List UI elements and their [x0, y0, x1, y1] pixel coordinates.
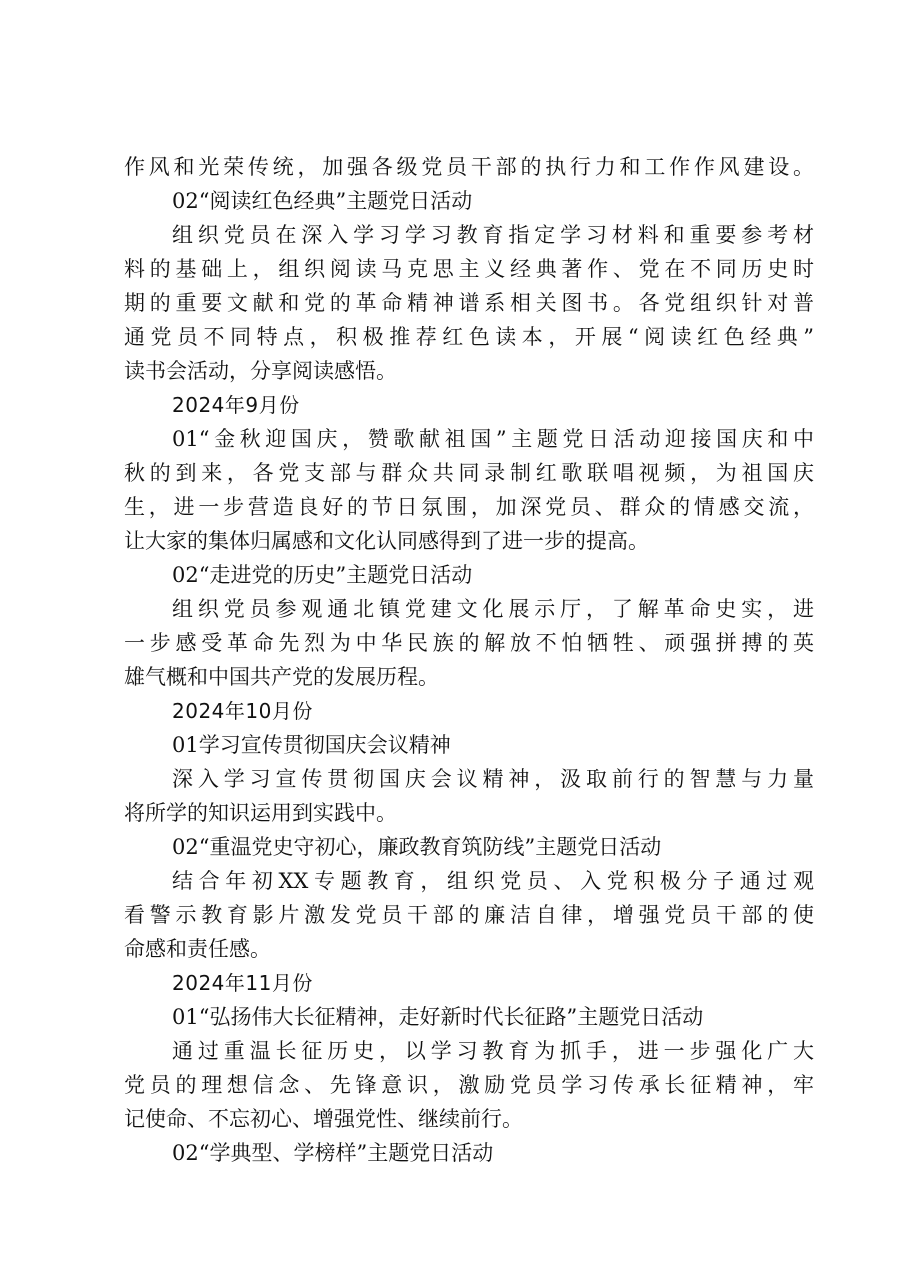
paragraph-line: 党员的理想信念、先锋意识，激励党员学习传承长征精神，牢 — [124, 1073, 814, 1097]
section-heading: 2024年9月份 — [172, 393, 300, 417]
paragraph-line: 记使命、不忘初心、增强党性、继续前行。 — [124, 1107, 523, 1131]
paragraph-line: 通过重温长征历史，以学习教育为抓手，进一步强化广大 — [172, 1039, 814, 1063]
paragraph-line: 将所学的知识运用到实践中。 — [124, 801, 397, 825]
paragraph-line: 深入学习宣传贯彻国庆会议精神，汲取前行的智慧与力量 — [172, 767, 814, 791]
section-heading: 2024年10月份 — [172, 699, 313, 723]
paragraph-line: 读书会活动，分享阅读感悟。 — [124, 359, 397, 383]
paragraph-line: 通党员不同特点，积极推荐红色读本，开展“阅读红色经典” — [124, 325, 814, 349]
paragraph-line: 02“走进党的历史”主题党日活动 — [172, 563, 473, 587]
paragraph-line: 命感和责任感。 — [124, 937, 271, 961]
paragraph-line: 一步感受革命先烈为中华民族的解放不怕牺牲、顽强拼搏的英 — [124, 631, 814, 655]
paragraph-line: 01学习宣传贯彻国庆会议精神 — [172, 733, 451, 757]
document-body — [124, 150, 814, 1170]
paragraph-line: 让大家的集体归属感和文化认同感得到了进一步的提高。 — [124, 529, 649, 553]
paragraph-line: 组织党员在深入学习学习教育指定学习材料和重要参考材 — [172, 223, 814, 247]
paragraph-line: 01“弘扬伟大长征精神，走好新时代长征路”主题党日活动 — [172, 1005, 704, 1029]
paragraph-line: 02“阅读红色经典”主题党日活动 — [172, 189, 473, 213]
paragraph-line: 作风和光荣传统，加强各级党员干部的执行力和工作作风建设。 — [124, 155, 814, 179]
paragraph-line: 02“学典型、学榜样”主题党日活动 — [172, 1141, 494, 1165]
section-heading: 2024年11月份 — [172, 971, 313, 995]
paragraph-line: 期的重要文献和党的革命精神谱系相关图书。各党组织针对普 — [124, 291, 814, 315]
paragraph-line: 料的基础上，组织阅读马克思主义经典著作、党在不同历史时 — [124, 257, 814, 281]
paragraph-line: 02“重温党史守初心，廉政教育筑防线”主题党日活动 — [172, 835, 662, 859]
paragraph-line: 看警示教育影片激发党员干部的廉洁自律，增强党员干部的使 — [124, 903, 814, 927]
paragraph-line: 结合年初XX专题教育，组织党员、入党积极分子通过观 — [172, 869, 814, 893]
paragraph-line: 秋的到来，各党支部与群众共同录制红歌联唱视频，为祖国庆 — [124, 461, 814, 485]
paragraph-line: 生，进一步营造良好的节日氛围，加深党员、群众的情感交流， — [124, 495, 814, 519]
paragraph-line: 组织党员参观通北镇党建文化展示厅，了解革命史实，进 — [172, 597, 814, 621]
paragraph-line: 01“金秋迎国庆，赞歌献祖国”主题党日活动迎接国庆和中 — [172, 427, 814, 451]
paragraph-line: 雄气概和中国共产党的发展历程。 — [124, 665, 439, 689]
